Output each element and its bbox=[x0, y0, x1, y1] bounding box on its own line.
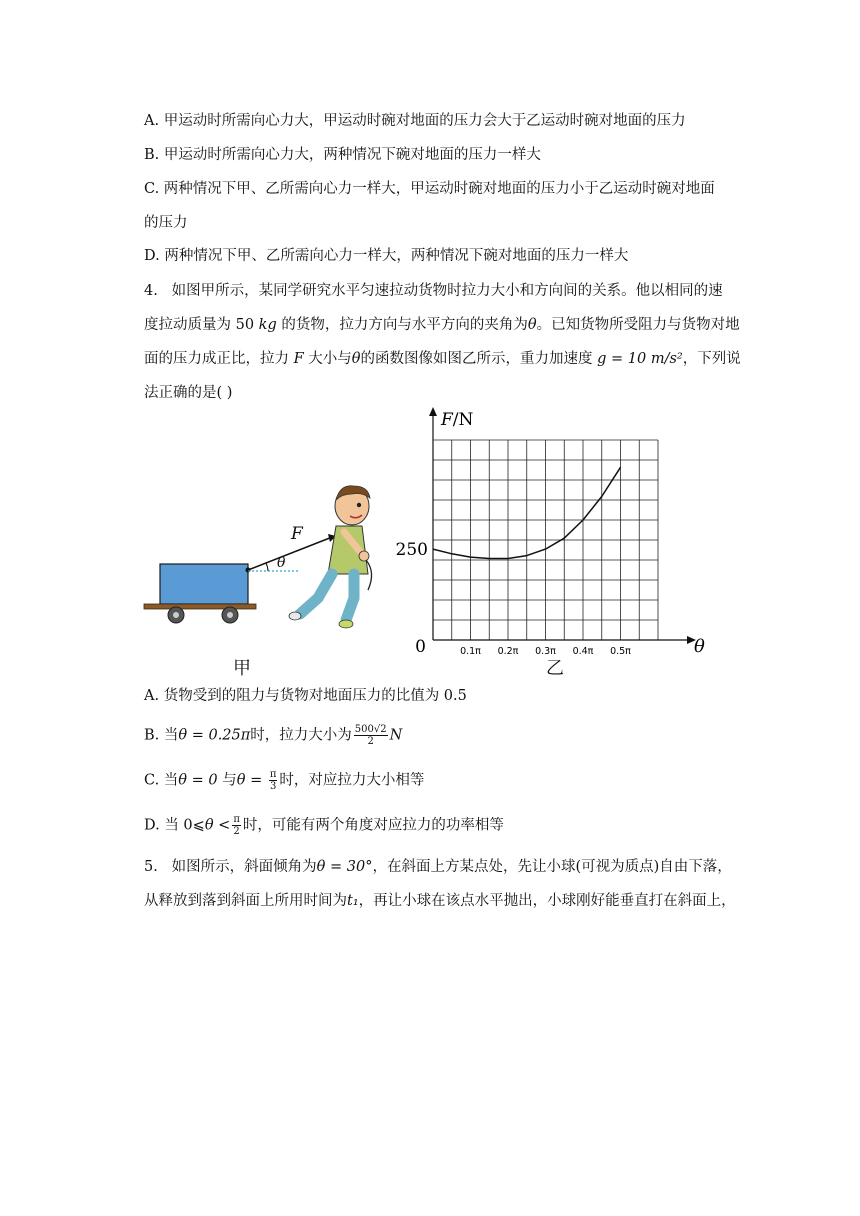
q3-option-c-cont: 的压力 bbox=[144, 215, 188, 231]
q4-text-2b: 的货物，拉力方向与水平方向的夹角为 bbox=[276, 317, 528, 333]
figure-left-cart-boy bbox=[140, 480, 400, 630]
q4-text-1: 如图甲所示，某同学研究水平匀速拉动货物时拉力大小和方向间的关系。他以相同的速 bbox=[171, 283, 723, 299]
q4-c-fraction: $\frac{\pi}{3}$ bbox=[269, 769, 277, 792]
q4-line-1 bbox=[144, 281, 723, 301]
q3-option-d: D. 两种情况下甲、乙所需向心力一样大，两种情况下碗对地面的压力一样大 bbox=[144, 248, 629, 264]
x-axis-label: θ bbox=[694, 636, 705, 657]
q4-text-3a: 面的压力成正比，拉力 bbox=[144, 351, 294, 367]
q4-text-2c: 。已知货物所受阻力与货物对地 bbox=[536, 317, 740, 333]
q4-d-pre: D. 当 0⩽ bbox=[144, 817, 205, 834]
q4-text-3b: 大小与 bbox=[303, 351, 352, 367]
q3-option-c: C. 两种情况下甲、乙所需向心力一样大，甲运动时碗对地面的压力小于乙运动时碗对地面 bbox=[144, 181, 715, 197]
q5-text-1b: ，在斜面上方某点处，先让小球(可视为质点)自由下落， bbox=[372, 859, 732, 875]
q4-option-b bbox=[144, 724, 402, 747]
q4-option-d bbox=[144, 814, 504, 837]
q4-d-post: 时，可能有两个角度对应拉力的功率相等 bbox=[242, 817, 504, 834]
q4-b-fraction: $\frac{500√2}{2}$ bbox=[354, 724, 387, 747]
q5-theta: θ = 30° bbox=[316, 859, 373, 875]
fig-left-caption: 甲 bbox=[233, 658, 251, 679]
y-axis-arrow bbox=[429, 407, 437, 416]
q3-option-a: A. 甲运动时所需向心力大，甲运动时碗对地面的压力会大于乙运动时碗对地面的压力 bbox=[144, 113, 686, 129]
q4-b-pre: B. 当 bbox=[144, 727, 179, 744]
boy-figure bbox=[289, 486, 372, 628]
q5-number: 5. bbox=[144, 859, 158, 875]
q3-option-b: B. 甲运动时所需向心力大，两种情况下碗对地面的压力一样大 bbox=[144, 147, 541, 163]
q4-unit-kg: kg bbox=[258, 317, 277, 333]
q4-text-3d: ，下列说 bbox=[682, 351, 741, 367]
q4-F: F bbox=[293, 351, 304, 367]
x-tick-label: 0.4π bbox=[572, 646, 594, 657]
x-tick-label: 0.3π bbox=[535, 646, 556, 657]
q4-option-a: A. 货物受到的阻力与货物对地面压力的比值为 0.5 bbox=[144, 688, 467, 704]
cart-platform bbox=[144, 604, 256, 609]
q5-text-2b: ，再让小球在该点水平抛出，小球刚好能垂直打在斜面上， bbox=[358, 893, 736, 909]
q4-line-2 bbox=[144, 315, 740, 335]
q4-b-mid: 时，拉力大小为 bbox=[250, 727, 352, 744]
cart-box bbox=[160, 564, 248, 604]
q4-c-and: 与 bbox=[217, 772, 237, 789]
q4-c-theta0: θ = 0 bbox=[178, 772, 218, 789]
fig-right-caption: 乙 bbox=[546, 658, 564, 679]
q5-text-2a: 从释放到落到斜面上所用时间为 bbox=[144, 893, 347, 909]
x-tick-label: 0.2π bbox=[497, 646, 519, 657]
q5-line-1 bbox=[144, 857, 732, 877]
q4-b-unit: N bbox=[389, 727, 403, 744]
q5-t1: t₁ bbox=[347, 893, 359, 909]
origin-label: 0 bbox=[415, 637, 426, 657]
q4-d-fraction: $\frac{\pi}{2}$ bbox=[233, 814, 240, 837]
q4-theta: θ bbox=[527, 317, 537, 333]
figure-right-graph bbox=[395, 405, 705, 657]
x-tick-label: 0.5π bbox=[610, 646, 631, 657]
x-tick-label: 0.1π bbox=[460, 646, 481, 657]
y-axis-label: F/N bbox=[441, 410, 474, 430]
q4-c-post: 时，对应拉力大小相等 bbox=[279, 772, 425, 789]
q4-line-4: 法正确的是( ) bbox=[144, 385, 233, 401]
q4-c-theta: θ = bbox=[236, 772, 267, 789]
q5-text-1a: 如图所示，斜面倾角为 bbox=[171, 859, 317, 875]
y-tick-label: 250 bbox=[395, 540, 428, 561]
q4-theta-2: θ bbox=[351, 351, 361, 367]
fig-theta-label: θ bbox=[277, 555, 286, 571]
q4-text-3c: 的函数图像如图乙所示，重力加速度 bbox=[360, 351, 598, 367]
q4-c-pre: C. 当 bbox=[144, 772, 179, 789]
q4-option-c bbox=[144, 769, 424, 792]
q5-line-2 bbox=[144, 891, 736, 911]
fig-force-label: F bbox=[291, 524, 303, 544]
q4-line-3 bbox=[144, 349, 741, 369]
q4-text-2a: 度拉动质量为 50 bbox=[144, 317, 259, 333]
q4-d-theta: θ < bbox=[204, 817, 231, 834]
q4-number: 4. bbox=[144, 283, 158, 299]
q4-g: g = 10 m/s² bbox=[597, 351, 683, 367]
q4-b-theta: θ = 0.25π bbox=[178, 727, 251, 744]
